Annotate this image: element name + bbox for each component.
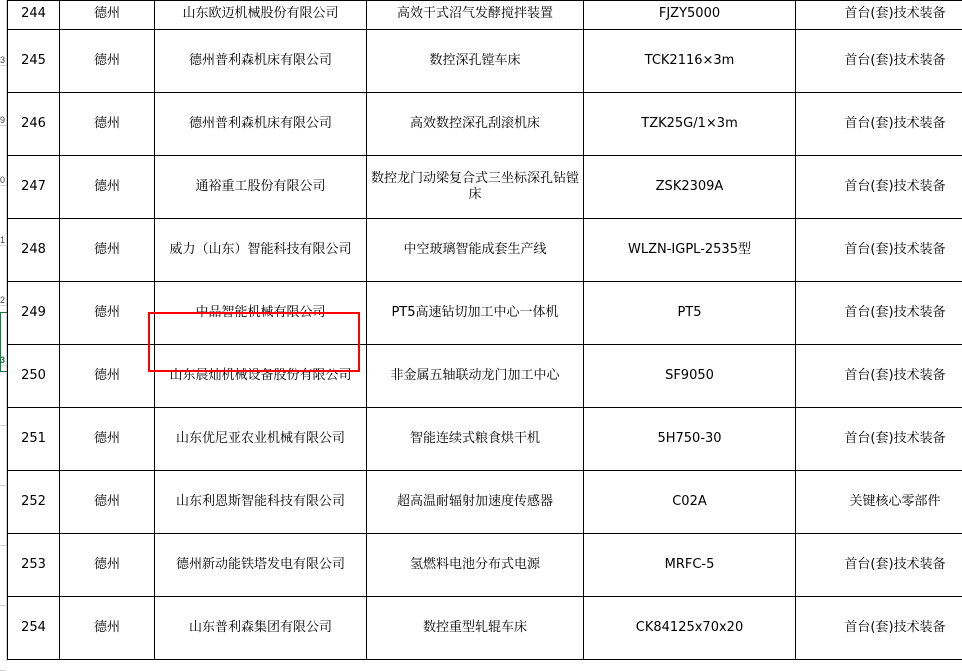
row-header-cell[interactable]: 3	[0, 0, 6, 66]
table-row[interactable]	[8, 93, 962, 156]
cell-product[interactable]: 氢燃料电池分布式电源	[367, 534, 584, 597]
cell-id[interactable]: 253	[8, 534, 60, 597]
row-header-cell[interactable]	[0, 546, 6, 606]
cell-type[interactable]: 首台(套)技术装备	[796, 534, 962, 597]
cell-id[interactable]: 246	[8, 93, 60, 156]
cell-id[interactable]: 250	[8, 345, 60, 408]
cell-city[interactable]: 德州	[60, 219, 155, 282]
cell-model[interactable]: CK84125x70x20	[584, 597, 796, 660]
table-row[interactable]	[8, 1, 962, 30]
cell-id[interactable]: 251	[8, 408, 60, 471]
cell-city[interactable]: 德州	[60, 597, 155, 660]
table-row[interactable]	[8, 597, 962, 660]
cell-model[interactable]: WLZN-IGPL-2535型	[584, 219, 796, 282]
cell-type[interactable]: 首台(套)技术装备	[796, 408, 962, 471]
cell-id[interactable]: 252	[8, 471, 60, 534]
cell-type[interactable]: 关键核心零部件	[796, 471, 962, 534]
cell-product[interactable]: 超高温耐辐射加速度传感器	[367, 471, 584, 534]
table-row[interactable]	[8, 156, 962, 219]
cell-type[interactable]: 首台(套)技术装备	[796, 156, 962, 219]
row-header-cell[interactable]	[0, 486, 6, 546]
cell-company[interactable]: 威力（山东）智能科技有限公司	[155, 219, 367, 282]
cell-type[interactable]: 首台(套)技术装备	[796, 282, 962, 345]
cell-company[interactable]: 山东晨灿机械设备股份有限公司	[155, 345, 367, 408]
cell-model[interactable]: SF9050	[584, 345, 796, 408]
row-header-cell[interactable]: 9	[0, 66, 6, 126]
cell-product[interactable]: 高效干式沼气发酵搅拌装置	[367, 1, 584, 30]
row-header-gutter[interactable]	[0, 0, 7, 661]
cell-type[interactable]: 首台(套)技术装备	[796, 30, 962, 93]
cell-city[interactable]: 德州	[60, 156, 155, 219]
row-header-cell[interactable]	[0, 426, 6, 486]
cell-product[interactable]: 数控重型轧辊车床	[367, 597, 584, 660]
row-header-cell[interactable]: 1	[0, 186, 6, 246]
cell-city[interactable]: 德州	[60, 534, 155, 597]
cell-model[interactable]: TZK25G/1×3m	[584, 93, 796, 156]
table-row[interactable]	[8, 471, 962, 534]
cell-type[interactable]: 首台(套)技术装备	[796, 597, 962, 660]
cell-city[interactable]: 德州	[60, 30, 155, 93]
cell-company[interactable]: 山东普利森集团有限公司	[155, 597, 367, 660]
cell-city[interactable]: 德州	[60, 282, 155, 345]
cell-model[interactable]: FJZY5000	[584, 1, 796, 30]
cell-model[interactable]: C02A	[584, 471, 796, 534]
cell-id[interactable]: 254	[8, 597, 60, 660]
cell-company[interactable]: 通裕重工股份有限公司	[155, 156, 367, 219]
cell-id[interactable]: 247	[8, 156, 60, 219]
table-row[interactable]	[8, 219, 962, 282]
cell-product[interactable]: 数控深孔镗车床	[367, 30, 584, 93]
table-row[interactable]	[8, 30, 962, 93]
cell-id[interactable]: 245	[8, 30, 60, 93]
cell-company[interactable]: 山东欧迈机械股份有限公司	[155, 1, 367, 30]
cell-model[interactable]: ZSK2309A	[584, 156, 796, 219]
table-row[interactable]	[8, 408, 962, 471]
cell-id[interactable]: 249	[8, 282, 60, 345]
cell-product[interactable]: 中空玻璃智能成套生产线	[367, 219, 584, 282]
cell-type[interactable]: 首台(套)技术装备	[796, 93, 962, 156]
cell-product[interactable]: PT5高速钻切加工中心一体机	[367, 282, 584, 345]
data-table[interactable]	[7, 0, 962, 660]
cell-company-selected[interactable]: 中品智能机械有限公司	[155, 282, 367, 345]
row-header-cell-selected[interactable]: 3	[0, 306, 6, 366]
cell-product[interactable]: 高效数控深孔刮滚机床	[367, 93, 584, 156]
row-header-cell[interactable]	[0, 366, 6, 426]
cell-model[interactable]: MRFC-5	[584, 534, 796, 597]
cell-company[interactable]: 山东利恩斯智能科技有限公司	[155, 471, 367, 534]
cell-city[interactable]: 德州	[60, 408, 155, 471]
table-row[interactable]	[8, 345, 962, 408]
cell-company[interactable]: 山东优尼亚农业机械有限公司	[155, 408, 367, 471]
cell-model[interactable]: PT5	[584, 282, 796, 345]
row-header-cell[interactable]	[0, 606, 6, 671]
cell-model[interactable]: 5H750-30	[584, 408, 796, 471]
table-row-selected[interactable]	[8, 282, 962, 345]
cell-type[interactable]: 首台(套)技术装备	[796, 345, 962, 408]
cell-city[interactable]: 德州	[60, 1, 155, 30]
cell-id[interactable]: 248	[8, 219, 60, 282]
cell-id[interactable]: 244	[8, 1, 60, 30]
cell-product[interactable]: 非金属五轴联动龙门加工中心	[367, 345, 584, 408]
row-header-cell[interactable]: 0	[0, 126, 6, 186]
cell-company[interactable]: 德州普利森机床有限公司	[155, 93, 367, 156]
cell-company[interactable]: 德州新动能铁塔发电有限公司	[155, 534, 367, 597]
cell-company[interactable]: 德州普利森机床有限公司	[155, 30, 367, 93]
cell-city[interactable]: 德州	[60, 93, 155, 156]
cell-type[interactable]: 首台(套)技术装备	[796, 219, 962, 282]
cell-product[interactable]: 数控龙门动梁复合式三坐标深孔钻镗床	[367, 156, 584, 219]
cell-product[interactable]: 智能连续式粮食烘干机	[367, 408, 584, 471]
cell-type[interactable]: 首台(套)技术装备	[796, 1, 962, 30]
table-row[interactable]	[8, 534, 962, 597]
row-header-cell[interactable]: 2	[0, 246, 6, 306]
cell-model[interactable]: TCK2116×3m	[584, 30, 796, 93]
cell-city[interactable]: 德州	[60, 471, 155, 534]
cell-city[interactable]: 德州	[60, 345, 155, 408]
